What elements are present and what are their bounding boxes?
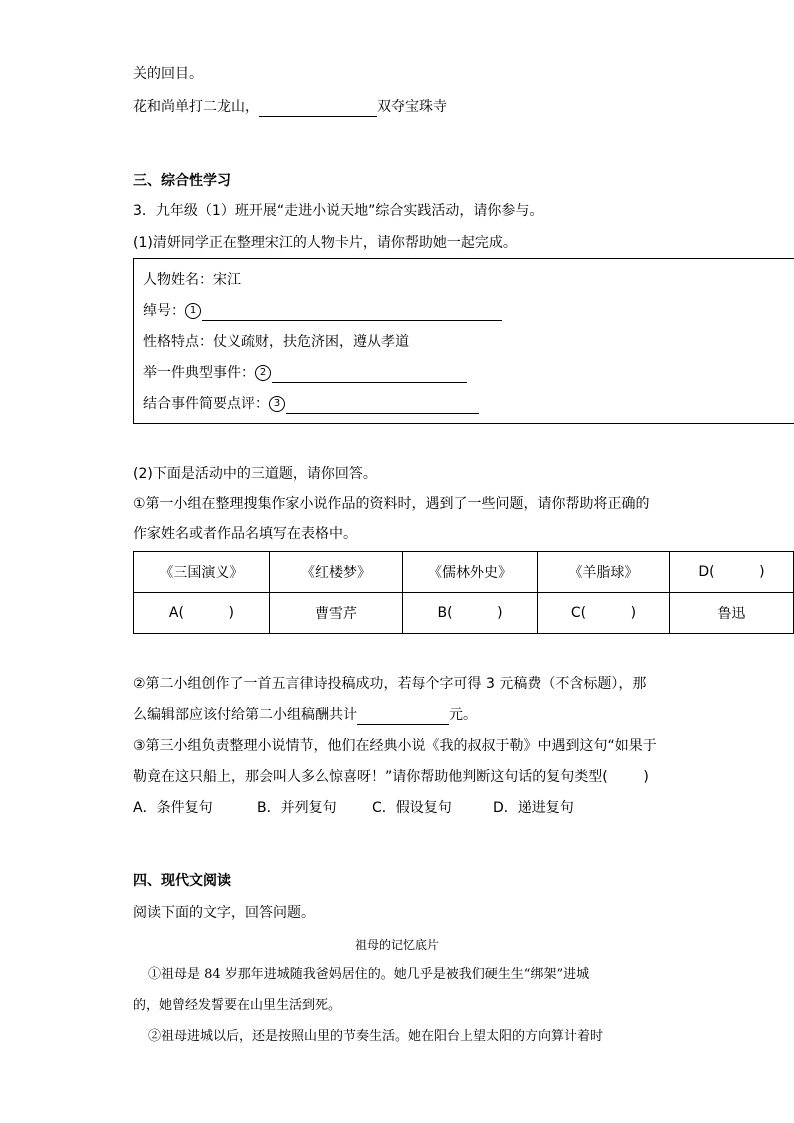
table-row <box>134 593 794 634</box>
passage-title: 祖母的记忆底片 <box>354 938 439 952</box>
answer-blank[interactable] <box>357 709 449 725</box>
works-table <box>133 551 794 634</box>
table-cell: 鲁迅 <box>669 593 793 634</box>
text: 花和尚单打二龙山， <box>133 99 259 115</box>
table-cell: 《红楼梦》 <box>269 552 402 593</box>
question-text: ③第三小组负责整理小说情节，他们在经典小说《我的叔叔于勒》中遇到这句“如果于 <box>133 738 657 754</box>
card-name: 人物姓名：宋江 <box>143 272 241 288</box>
table-cell[interactable]: B( ) <box>403 593 538 634</box>
card-comment <box>143 394 479 414</box>
card-event <box>143 363 467 383</box>
answer-blank[interactable] <box>272 367 467 383</box>
table-cell[interactable]: D( ) <box>669 552 793 593</box>
table-cell[interactable]: C( ) <box>537 593 669 634</box>
instruction-text: 阅读下面的文字，回答问题。 <box>133 905 315 921</box>
question-text: (1)清妍同学正在整理宋江的人物卡片，请你帮助她一起完成。 <box>133 235 517 251</box>
character-card <box>133 258 794 424</box>
table-cell: 《三国演义》 <box>134 552 270 593</box>
table-cell: 《儒林外史》 <box>403 552 538 593</box>
card-nickname <box>143 301 502 321</box>
label: 绰号： <box>143 303 185 319</box>
section-heading: 四、现代文阅读 <box>133 873 231 889</box>
question-text: ①第一小组在整理搜集作家小说作品的资料时，遇到了一些问题，请你帮助将正确的 <box>133 496 650 512</box>
label: 举一件典型事件： <box>143 365 255 381</box>
table-row <box>134 552 794 593</box>
circled-number: 3 <box>269 396 285 412</box>
answer-blank[interactable] <box>259 101 377 117</box>
text: 么编辑部应该付给第二小组稿酬共计 <box>133 707 357 723</box>
table-cell: 曹雪芹 <box>269 593 402 634</box>
question-text: ②第二小组创作了一首五言律诗投稿成功，若每个字可得 3 元稿费（不含标题），那 <box>133 676 647 692</box>
passage-text: ②祖母进城以后，还是按照山里的节奏生活。她在阳台上望太阳的方向算计着时 <box>148 1029 604 1044</box>
card-traits: 性格特点：仗义疏财，扶危济困，遵从孝道 <box>143 334 409 350</box>
answer-blank[interactable] <box>202 305 502 321</box>
option-c[interactable]: C．假设复句 <box>372 800 452 816</box>
circled-number: 2 <box>255 365 271 381</box>
option-d[interactable]: D．递进复句 <box>493 800 574 816</box>
option-a[interactable]: A．条件复句 <box>133 800 213 816</box>
option-b[interactable]: B．并列复句 <box>257 800 337 816</box>
text: 元。 <box>449 707 477 723</box>
question-text: (2)下面是活动中的三道题，请你回答。 <box>133 466 377 482</box>
passage-text: 的，她曾经发誓要在山里生活到死。 <box>133 998 342 1013</box>
text-line <box>133 97 447 117</box>
answer-blank[interactable] <box>286 398 479 414</box>
label: 结合事件简要点评： <box>143 396 269 412</box>
passage-text: ①祖母是 84 岁那年进城随我爸妈居住的。她几乎是被我们硬生生“绑架”进城 <box>148 967 590 982</box>
circled-number: 1 <box>185 303 201 319</box>
question-text <box>133 705 477 725</box>
table-cell: 《羊脂球》 <box>537 552 669 593</box>
question-text: 勒竟在这只船上，那会叫人多么惊喜呀！”请你帮助他判断这句话的复句类型( ) <box>133 769 649 785</box>
options-row <box>133 798 574 818</box>
text-line: 关的回目。 <box>133 66 203 82</box>
section-heading: 三、综合性学习 <box>133 173 231 189</box>
question-text: 3．九年级（1）班开展“走进小说天地”综合实践活动，请你参与。 <box>133 203 544 219</box>
text: 双夺宝珠寺 <box>377 99 447 115</box>
table-cell[interactable]: A( ) <box>134 593 270 634</box>
question-text: 作家姓名或者作品名填写在表格中。 <box>133 526 357 542</box>
